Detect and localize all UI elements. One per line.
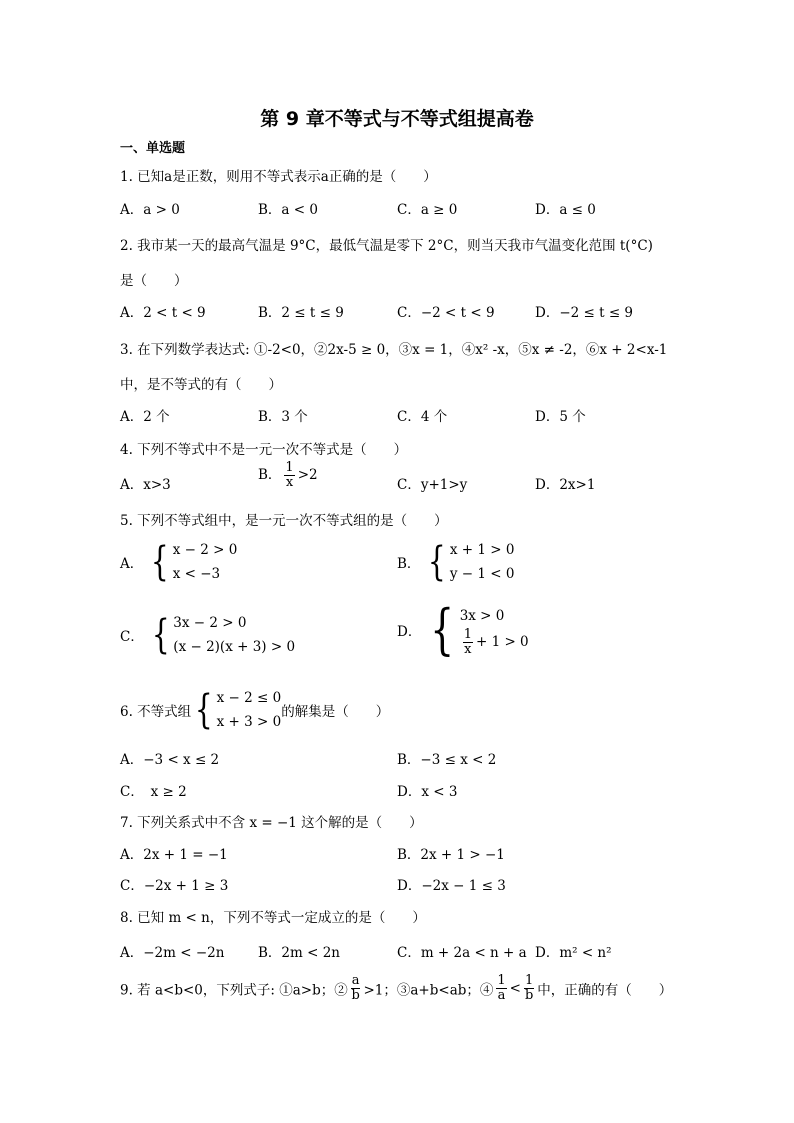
fraction-numerator: 1 [497,973,506,988]
fraction [524,974,534,1003]
q6-option-d: D．x < 3 [397,784,458,800]
brace: { [428,539,447,585]
fraction-denominator: x [285,475,294,490]
system-line-2-rest: + 1 > 0 [475,633,529,650]
q6-stem-pre: 6. 不等式组 [120,704,192,720]
brace: { [151,539,169,585]
system-line-1: 3x − 2 > 0 [173,615,247,631]
q7-option-b: B．2x + 1 > −1 [397,847,505,863]
q7-option-d: D．−2x − 1 ≤ 3 [397,878,506,894]
fraction-denominator: a [497,988,506,1003]
question-5-stem: 5. 下列不等式组中，是一元一次不等式组的是（ ） [120,513,448,529]
q1-option-d: D．a ≤ 0 [535,202,596,218]
fraction-numerator: 1 [463,626,472,642]
q7-option-c: C．−2x + 1 ≥ 3 [120,878,229,894]
system-line-2 [460,628,529,657]
q6-option-b: B．−3 ≤ x < 2 [397,752,497,768]
q2-option-d: D．−2 ≤ t ≤ 9 [535,305,634,321]
fraction-denominator: x [464,641,472,657]
q1-option-c: C．a ≥ 0 [397,202,458,218]
less-than-sign: < [509,980,521,997]
q5-option-b-label: B． [397,556,421,572]
q1-option-b: B．a < 0 [258,202,318,218]
fraction [496,974,506,1003]
q4-option-c: C．y+1>y [397,477,468,493]
system-line-2: x < −3 [172,566,221,582]
brace: { [194,687,213,733]
question-9-stem [120,974,672,1003]
q3-option-b: B．3 个 [258,409,308,425]
system-line-2: (x − 2)(x + 3) > 0 [173,639,296,655]
q5-option-c-label: C． [120,629,144,645]
question-6-stem [120,686,389,734]
q3-option-d: D．5 个 [535,409,586,425]
q6-stem-post: 的解集是（ ） [281,704,390,720]
question-1-stem: 1. 已知a是正数，则用不等式表示a正确的是（ ） [120,169,437,185]
q7-option-a: A．2x + 1 = −1 [120,847,228,863]
section-heading: 一、单选题 [120,141,186,156]
q4-option-b [258,461,318,490]
q4-option-b-rest: >2 [297,467,318,483]
q8-option-c: C．m + 2a < n + a [397,945,527,961]
q5-option-b [397,538,514,586]
q5-option-d-label: D． [397,624,422,640]
system-line-1: x − 2 > 0 [172,542,238,558]
fraction-denominator: b [524,988,534,1003]
q4-option-b-label: B． [258,467,282,483]
fraction-numerator: 1 [285,460,294,475]
fraction-numerator: 1 [524,973,534,988]
q2-option-c: C．−2 < t < 9 [397,305,495,321]
q9-stem-post: 中，正确的有（ ） [537,982,673,999]
question-4-stem: 4. 下列不等式中不是一元一次不等式是（ ） [120,442,408,458]
q6-option-a: A．−3 < x ≤ 2 [120,752,220,768]
q5-option-a [120,538,237,586]
system-line-2: y − 1 < 0 [449,566,515,582]
question-8-stem: 8. 已知 m < n，下列不等式一定成立的是（ ） [120,910,426,926]
inequality-system [450,538,515,586]
q8-option-b: B．2m < 2n [258,945,340,961]
page-title: 第 9 章不等式与不等式组提高卷 [260,108,534,130]
q4-option-d: D．2x>1 [535,477,596,493]
brace: { [430,598,455,661]
system-line-2: x + 3 > 0 [216,714,282,730]
q6-option-c: C． x ≥ 2 [120,784,187,800]
q2-option-b: B．2 ≤ t ≤ 9 [258,305,344,321]
system-line-1: 3x > 0 [459,607,505,624]
question-3-stem-cont: 中，是不等式的有（ ） [120,377,282,393]
fraction-denominator: b [351,988,360,1003]
inequality-system [217,686,282,734]
q9-stem-pre: 9. 若 a<b<0，下列式子: ①a>b；② [120,982,348,999]
system-line-1: x − 2 ≤ 0 [216,690,282,706]
question-2-stem-cont: 是（ ） [120,273,188,289]
fraction [351,974,361,1003]
q9-stem-mid: >1；③a+b<ab；④ [363,982,494,999]
q1-option-a: A．a > 0 [120,202,180,218]
system-line-1: x + 1 > 0 [449,542,515,558]
brace: { [151,612,170,658]
inequality-system [173,611,295,659]
q4-option-a: A．x>3 [120,477,171,493]
inequality-system [460,604,529,657]
question-2-stem: 2. 我市某一天的最高气温是 9°C，最低气温是零下 2°C，则当天我市气温变化范围 t(°C) [120,238,653,254]
fraction [284,461,294,490]
q5-option-d [397,598,529,661]
q8-option-a: A．−2m < −2n [120,945,225,961]
question-7-stem: 7. 下列关系式中不含 x = −1 这个解的是（ ） [120,815,423,831]
q5-option-c [120,611,295,659]
q2-option-a: A．2 < t < 9 [120,305,206,321]
q8-option-d: D．m² < n² [535,945,612,961]
fraction-numerator: a [351,973,360,988]
inequality-system [173,538,238,586]
fraction [463,628,473,657]
q5-option-a-label: A． [120,556,144,572]
question-3-stem: 3. 在下列数学表达式: ①-2<0，②2x-5 ≥ 0，③x = 1，④x² -x，⑤x ≠ -2，⑥x + 2<x-1 [120,342,668,358]
q3-option-a: A．2 个 [120,409,170,425]
q3-option-c: C．4 个 [397,409,448,425]
